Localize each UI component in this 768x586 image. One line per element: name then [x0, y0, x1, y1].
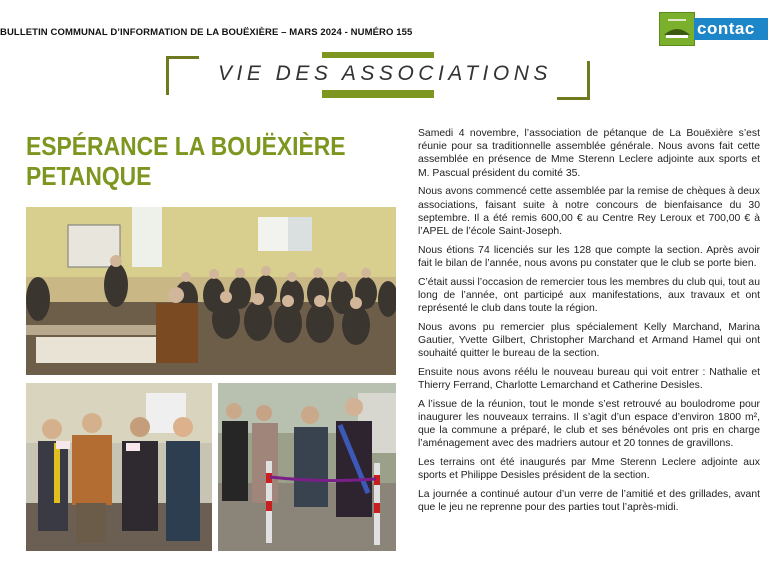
- article-paragraph: La journée a continué autour d’un verre de l’amitié et des grillades, avant que le jeu ne reprenne pour des parties tout l’après-midi.: [418, 488, 760, 514]
- article-paragraph: Nous avons commencé cette assemblée par la remise de chèques à deux associations, faisant suite à notre concours de bienfaisance du 30 septembre. Il a été remis 600,00 € au Centre Rey Leroux et 700,00 € à l’APEL de l’école Saint-Joseph.: [418, 186, 760, 237]
- article-paragraph: C’était aussi l’occasion de remercier tous les membres du club qui, tout au long de l’année, ont participé aux manifestations, aux travaux et ont représenté le club dans toute la région.: [418, 276, 760, 314]
- section-title: VIE DES ASSOCIATIONS: [218, 62, 552, 85]
- article-paragraph: Samedi 4 novembre, l’association de pétanque de La Bouëxière s’est réunie pour sa traditionnelle assemblée générale. Nous avons fait cette assemblée en présence de Mme Sterenn Leclere adjointe aux sports et M. Pascual président du comité 35.: [418, 128, 760, 179]
- article-paragraph: Les terrains ont été inaugurés par Mme Sterenn Leclere adjointe aux sports et Philippe Desisles président de la section.: [418, 456, 760, 482]
- commune-logo-icon: [659, 12, 695, 46]
- article-title-line1: ESPÉRANCE LA BOUËXIÈRE: [26, 131, 346, 161]
- bulletin-header: BULLETIN COMMUNAL D’INFORMATION DE LA BOUËXIÈRE – MARS 2024 - NUMÉRO 155: [0, 27, 413, 38]
- article-paragraph: Ensuite nous avons réélu le nouveau bureau qui voit entrer : Nathalie et Thierry Ferrand, Charlotte Lemarchand et Catherine Desisles.: [418, 366, 760, 391]
- contact-logo[interactable]: contac: [694, 18, 768, 40]
- article-paragraph: A l’issue de la réunion, tout le monde s’est retrouvé au boulodrome pour inaugurer les nouveaux terrains. Il s’agit d’un espace d’environ 1800 m², que la commune a préparé, le club et ses bénévoles ont pris en charge l’aménagement avec des madriers autour et 20 tonnes de gravillons.: [418, 398, 760, 450]
- article-body: [418, 127, 760, 520]
- article-title: [26, 131, 352, 191]
- article-paragraph: Nous avons pu remercier plus spécialement Kelly Marchand, Marina Gautier, Yvette Gilbert, Christopher Marchand et Armand Hamel qui ont souhaité quitter le bureau de la section.: [418, 321, 760, 360]
- article-paragraph: Nous étions 74 licenciés sur les 128 que compte la section. Après avoir fait le bilan de l’année, nous avons pu constater que le club se porte bien.: [418, 244, 760, 269]
- frame-bottom-bar: [322, 90, 434, 98]
- frame-corner-bottom-right: [557, 61, 590, 100]
- frame-top-bar: [322, 52, 434, 58]
- section-banner: [166, 52, 590, 100]
- photo-assembly-meeting: [26, 207, 396, 375]
- photo-cheque-presentation: [26, 383, 212, 551]
- photo-ribbon-cutting: [218, 383, 396, 551]
- frame-corner-top-left: [166, 56, 199, 95]
- article-title-line2: PETANQUE: [26, 161, 152, 191]
